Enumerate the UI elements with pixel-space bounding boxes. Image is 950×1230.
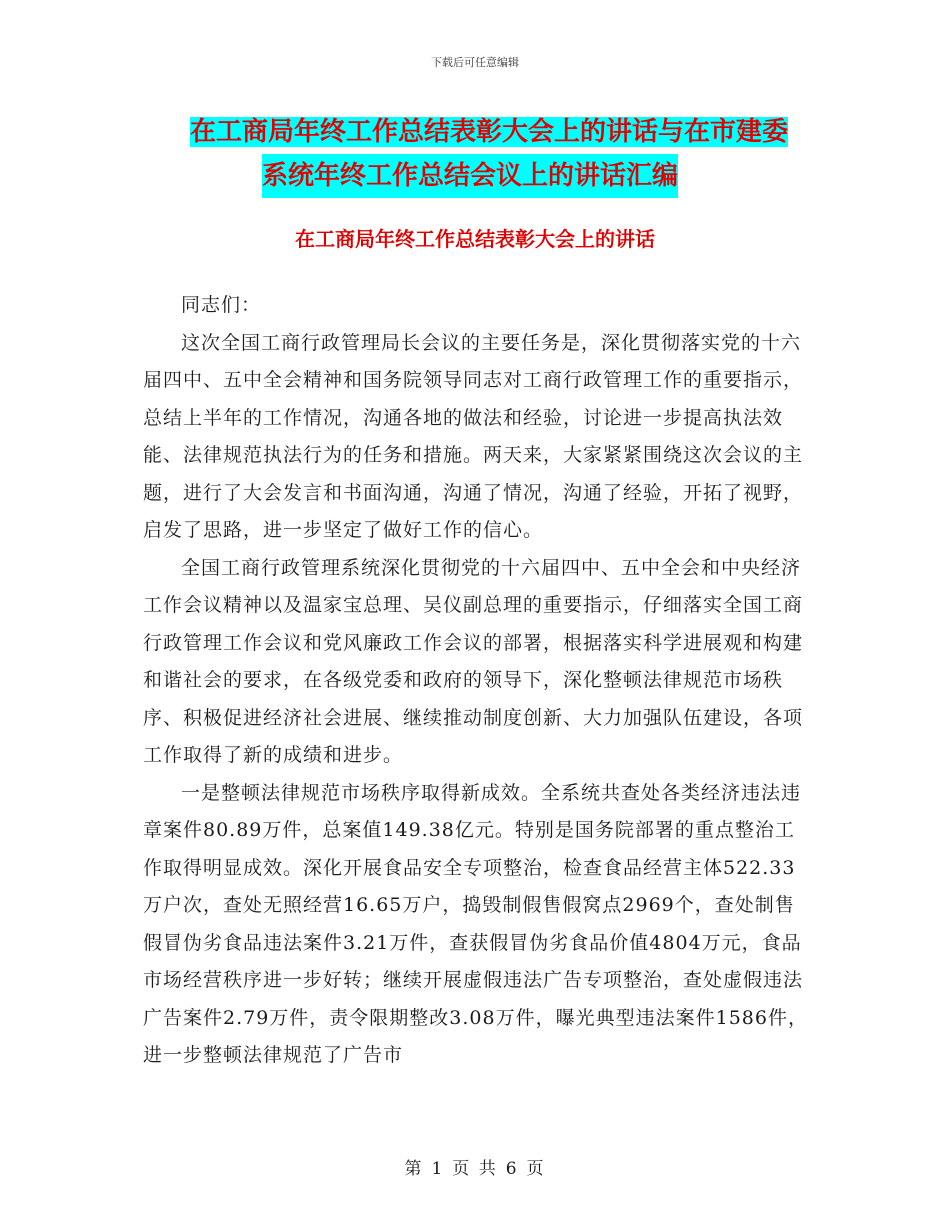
main-title-line2: 系统年终工作总结会议上的讲话汇编 (262, 154, 678, 198)
footer-prefix: 第 (404, 1159, 424, 1179)
greeting: 同志们： (181, 294, 262, 316)
main-title (190, 110, 830, 198)
paragraph-1: 这次全国工商行政管理局长会议的主要任务是，深化贯彻落实党的十六届四中、五中全会精神和国务院领导同志对工商行政管理工作的重要指示，总结上半年的工作情况，沟通各地的做法和经验，讨论进一步提高执法效能、法律规范执法行为的任务和措施。两天来，大家紧紧围绕这次会议的主题，进行了大会发言和书面沟通，沟通了情况，沟通了经验，开拓了视野，启发了思路，进一步坚定了做好工作的信心。 (143, 331, 804, 541)
body-text (143, 287, 813, 1075)
page-number: 1 (431, 1159, 445, 1179)
total-pages: 6 (505, 1159, 519, 1179)
page-footer (0, 1154, 950, 1179)
header-note: 下载后可任意编辑 (431, 56, 519, 69)
footer-mid: 页 共 (452, 1159, 498, 1179)
paragraph-2: 全国工商行政管理系统深化贯彻党的十六届四中、五中全会和中央经济工作会议精神以及温家宝总理、吴仪副总理的重要指示，仔细落实全国工商行政管理工作会议和党风廉政工作会议的部署，根据落实科学进展观和构建和谐社会的要求，在各级党委和政府的领导下，深化整顿法律规范市场秩序、积极促进经济社会进展、继续推动制度创新、大力加强队伍建设，各项工作取得了新的成绩和进步。 (143, 556, 804, 766)
footer-suffix: 页 (526, 1159, 546, 1179)
main-title-line1: 在工商局年终工作总结表彰大会上的讲话与在市建委 (190, 117, 789, 147)
section-title: 在工商局年终工作总结表彰大会上的讲话 (295, 227, 655, 251)
paragraph-3: 一是整顿法律规范市场秩序取得新成效。全系统共查处各类经济违法违章案件80.89万件，总案值149.38亿元。特别是国务院部署的重点整治工作取得明显成效。深化开展食品安全专项整治，检查食品经营主体522.33万户次，查处无照经营16.65万户，捣毁制假售假窝点2969个，查处制售假冒伪劣食品违法案件3.21万件，查获假冒伪劣食品价值4804万元，食品市场经营秩序进一步好转；继续开展虚假违法广告专项整治，查处虚假违法广告案件2.79万件，责令限期整改3.08万件，曝光典型违法案件1586件，进一步整顿法律规范了广告市 (143, 781, 808, 1066)
